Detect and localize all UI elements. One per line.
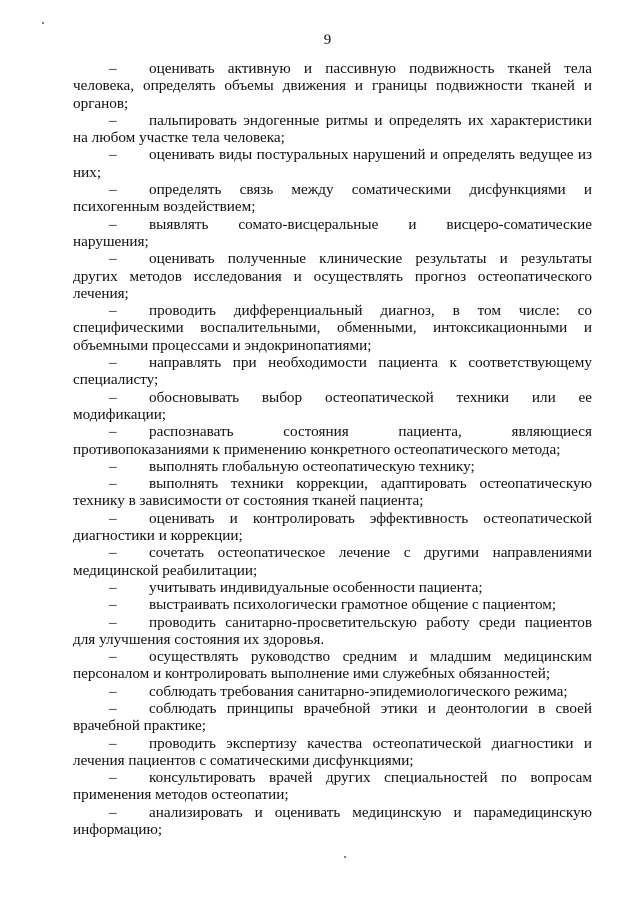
list-item-text: оценивать полученные клинические результаты и результаты других методов исследования и осуществлять прогноз остеопатического лечения; <box>73 250 592 302</box>
list-dash: – <box>109 215 117 233</box>
list-dash: – <box>109 544 117 562</box>
list-dash: – <box>109 250 117 268</box>
list-dash: – <box>109 302 117 320</box>
list-dash: – <box>109 596 117 614</box>
list-item-text: сочетать остеопатическое лечение с другими направлениями медицинской реабилитации; <box>73 544 592 579</box>
list-item <box>73 216 592 251</box>
list-dash: – <box>109 354 117 372</box>
list-item-text: оценивать активную и пассивную подвижность тканей тела человека, определять объемы движения и границы подвижности тканей и органов; <box>73 60 592 112</box>
list-dash: – <box>109 803 117 821</box>
list-item-text: распознавать состояния пациента, являющиеся противопоказаниями к применению конкретного остеопатического метода; <box>73 423 592 458</box>
list-item <box>73 354 592 389</box>
list-item <box>73 181 592 216</box>
list-item-text: выявлять сомато-висцеральные и висцеро-соматические нарушения; <box>73 215 592 250</box>
list-item-text: определять связь между соматическими дисфункциями и психогенным воздействием; <box>73 181 592 216</box>
list-dash: – <box>109 769 117 787</box>
list-dash: – <box>109 457 117 475</box>
list-item <box>73 544 592 579</box>
list-item-text: выполнять техники коррекции, адаптировать остеопатическую технику в зависимости от состояния тканей пациента; <box>73 475 592 510</box>
list-item <box>73 60 592 112</box>
list-item <box>73 683 592 700</box>
list-dash: – <box>109 111 117 129</box>
list-dash: – <box>109 423 117 441</box>
list-item <box>73 579 592 596</box>
list-dash: – <box>109 509 117 527</box>
list-item-text: направлять при необходимости пациента к соответствующему специалисту; <box>73 354 592 389</box>
list-item <box>73 458 592 475</box>
list-item <box>73 596 592 613</box>
list-dash: – <box>109 181 117 199</box>
list-item <box>73 475 592 510</box>
list-item <box>73 614 592 649</box>
list-item-text: соблюдать требования санитарно-эпидемиологического режима; <box>149 682 568 700</box>
list-item-text: оценивать виды постуральных нарушений и определять ведущее из них; <box>73 146 592 181</box>
list-item <box>73 302 592 354</box>
list-item-text: проводить дифференциальный диагноз, в том числе: со специфическими воспалительными, обменными, интоксикационными и объемными процессами и эндокринопатиями; <box>73 302 592 354</box>
list-item <box>73 112 592 147</box>
list-dash: – <box>109 648 117 666</box>
list-item-text: осуществлять руководство средним и младшим медицинским персоналом и контролировать выполнение ими служебных обязанностей; <box>73 648 592 683</box>
page-number: 9 <box>323 32 332 48</box>
list-item-text: пальпировать эндогенные ритмы и определять их характеристики на любом участке тела человека; <box>73 111 592 147</box>
list-item <box>73 389 592 424</box>
list-dash: – <box>109 60 117 77</box>
list-item-text: выполнять глобальную остеопатическую технику; <box>149 457 475 475</box>
list-dash: – <box>109 734 117 752</box>
scan-speck <box>42 22 44 24</box>
list-item <box>73 804 592 839</box>
list-item-text: анализировать и оценивать медицинскую и парамедицинскую информацию; <box>73 803 592 839</box>
list-dash: – <box>109 146 117 164</box>
list-item <box>73 250 592 302</box>
list-dash: – <box>109 388 117 406</box>
list-item <box>73 648 592 683</box>
list-dash: – <box>109 475 117 493</box>
list-item-text: проводить экспертизу качества остеопатической диагностики и лечения пациентов с соматическими дисфункциями; <box>73 734 592 769</box>
list-item-text: соблюдать принципы врачебной этики и деонтологии в своей врачебной практике; <box>73 699 592 735</box>
list-item <box>73 735 592 770</box>
list-dash: – <box>109 699 117 717</box>
list-dash: – <box>109 682 117 700</box>
list-item <box>73 510 592 545</box>
competency-list <box>73 60 592 838</box>
list-dash: – <box>109 613 117 631</box>
list-item <box>73 769 592 804</box>
list-item-text: обосновывать выбор остеопатической техники или ее модификации; <box>73 388 592 423</box>
list-item-text: проводить санитарно-просветительскую работу среди пациентов для улучшения состояния их здоровья. <box>73 613 592 648</box>
list-item-text: оценивать и контролировать эффективность остеопатической диагностики и коррекции; <box>73 509 592 545</box>
list-item <box>73 146 592 181</box>
list-item <box>73 700 592 735</box>
list-item-text: консультировать врачей других специальностей по вопросам применения методов остеопатии; <box>73 769 592 804</box>
list-item-text: выстраивать психологически грамотное общение с пациентом; <box>149 596 557 614</box>
list-dash: – <box>109 578 117 596</box>
list-item <box>73 423 592 458</box>
list-item-text: учитывать индивидуальные особенности пациента; <box>149 578 483 596</box>
scan-speck <box>344 856 346 858</box>
